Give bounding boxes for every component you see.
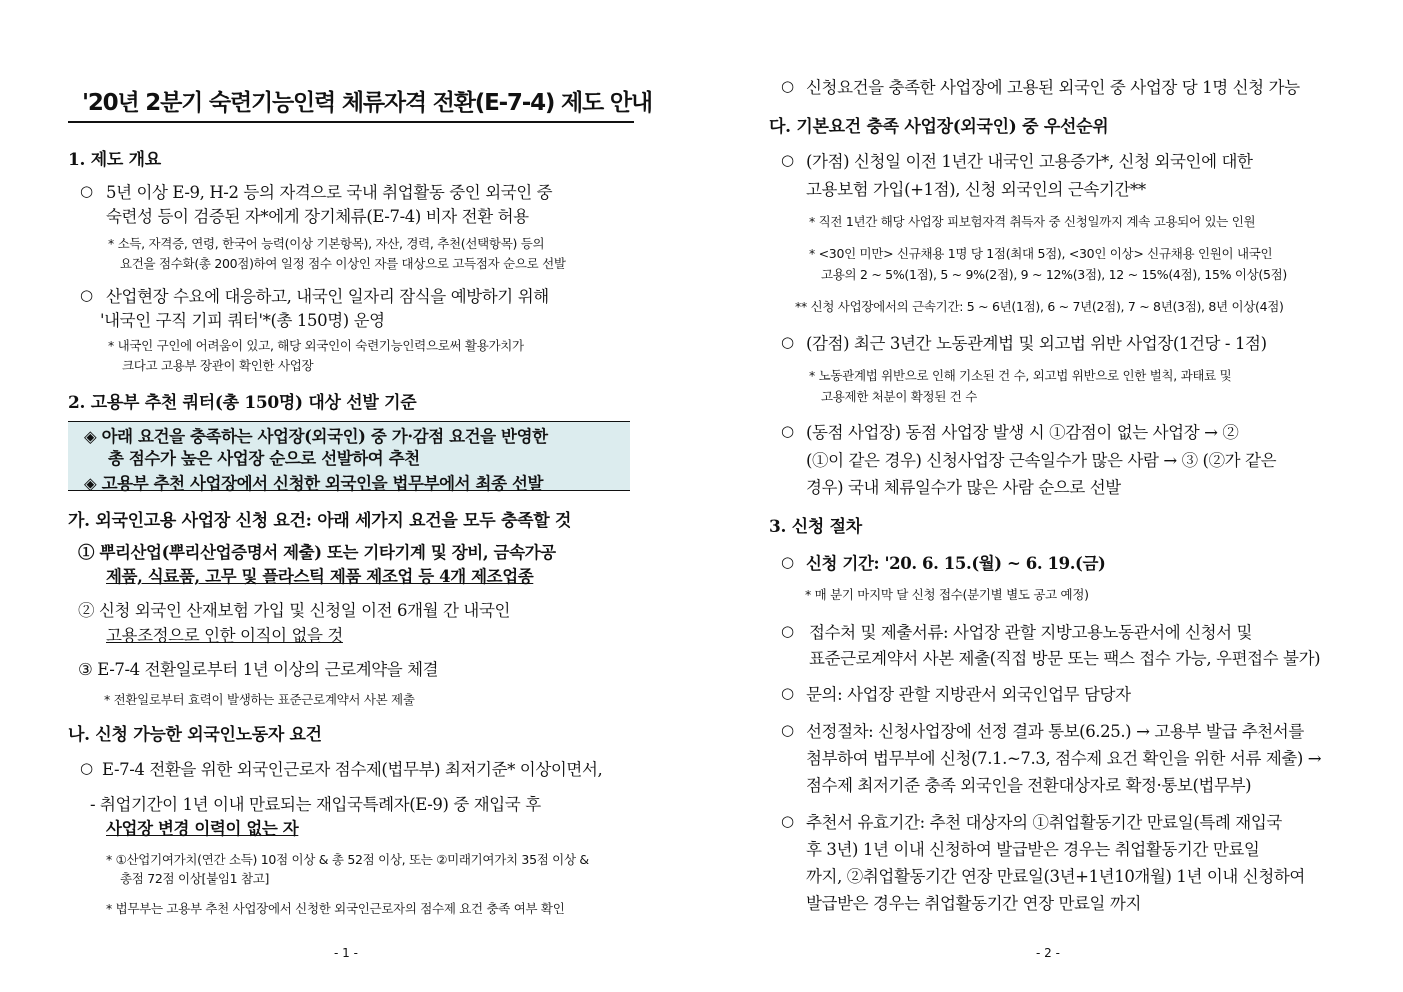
overview-note-2-line-1: * 내국인 구인에 어려움이 있고, 해당 외국인이 숙련기능인력으로써 활용가치가 (108, 338, 524, 353)
section-1-heading: 1. 제도 개요 (68, 150, 161, 170)
selection-procedure-line-2: 첨부하여 법무부에 신청(7.1.~7.3, 점수제 요건 확인을 위한 서류 제출) → (806, 749, 1322, 768)
bonus-note-2-line-2: 고용의 2 ~ 5%(1점), 5 ~ 9%(2점), 9 ~ 12%(3점), 12 ~ 15%(4점), 15% 이상(5점) (821, 267, 1287, 282)
worker-requirement-bullet: E-7-4 전환을 위한 외국인근로자 점수제(법무부) 최저기준* 이상이면서, (102, 760, 603, 779)
validity-period-line-1: 추천서 유효기간: 추천 대상자의 ①취업활동기간 만료일(특례 재입국 (806, 813, 1282, 832)
selection-procedure-line-1: 선정절차: 신청사업장에 선정 결과 통보(6.25.) → 고용부 발급 추천서를 (806, 722, 1304, 741)
overview-bullet-2-line-1: 산업현장 수요에 대응하고, 내국인 일자리 잠식을 예방하기 위해 (106, 287, 549, 306)
tie-break-line-3: 경우) 국내 체류일수가 많은 사람 순으로 선발 (806, 478, 1121, 497)
requirement-1-line-1: ① 뿌리산업(뿌리산업증명서 제출) 또는 기타기계 및 장비, 금속가공 (78, 543, 556, 562)
subsection-na-heading: 나. 신청 가능한 외국인노동자 요건 (68, 725, 322, 745)
criteria-box-line-2: 총 점수가 높은 사업장 순으로 선발하여 추천 (108, 449, 420, 468)
bullet-circle: ○ (781, 422, 795, 440)
document-title: '20년 2분기 숙련기능인력 체류자격 전환(E-7-4) 제도 안내 (82, 90, 652, 116)
requirement-2-line-1: ② 신청 외국인 산재보험 가입 및 신청일 이전 6개월 간 내국인 (78, 601, 511, 620)
bullet-circle: ○ (80, 182, 94, 200)
bonus-points-line-1: (가점) 신청일 이전 1년간 내국인 고용증가*, 신청 외국인에 대한 (806, 152, 1253, 171)
bullet-circle: ○ (781, 77, 795, 95)
validity-period-line-4: 발급받은 경우는 취업활동기간 연장 만료일 까지 (806, 894, 1142, 913)
inquiry-contact: 문의: 사업장 관할 지방관서 외국인업무 담당자 (806, 685, 1131, 704)
selection-procedure-line-3: 점수제 최저기준 충족 외국인을 전환대상자로 확정·통보(법무부) (806, 776, 1252, 795)
tie-break-line-2: (①이 같은 경우) 신청사업장 근속일수가 많은 사람 → ③ (②가 같은 (806, 451, 1277, 470)
bullet-circle: ○ (781, 333, 795, 351)
worker-requirement-dash-line-2: 사업장 변경 이력이 없는 자 (106, 819, 299, 838)
worker-note-1-line-2: 총점 72점 이상[붙임1 참고] (120, 871, 270, 886)
requirement-2-line-2: 고용조정으로 인한 이직이 없을 것 (106, 626, 343, 645)
page-2 (703, 0, 1403, 992)
tie-break-line-1: (동점 사업장) 동점 사업장 발생 시 ①감점이 없는 사업장 → ② (806, 423, 1239, 442)
bullet-circle: ○ (781, 812, 795, 830)
section-2-heading: 2. 고용부 추천 쿼터(총 150명) 대상 선발 기준 (68, 393, 417, 413)
application-period: 신청 기간: '20. 6. 15.(월) ~ 6. 19.(금) (806, 554, 1106, 573)
worker-note-1-line-1: * ①산업기여가치(연간 소득) 10점 이상 & 총 52점 이상, 또는 ②미래기여가치 35점 이상 & (106, 852, 589, 867)
overview-bullet-1-line-2: 숙련성 등이 검증된 자*에게 장기체류(E-7-4) 비자 전환 허용 (106, 207, 529, 226)
eligibility-limit-bullet: 신청요건을 충족한 사업장에 고용된 외국인 중 사업장 당 1명 신청 가능 (806, 78, 1300, 97)
overview-note-1-line-2: 요건을 점수화(총 200점)하여 일정 점수 이상인 자를 대상으로 고득점자 순으로 선발 (120, 256, 566, 271)
submission-line-2: 표준근로계약서 사본 제출(직접 방문 또는 팩스 접수 가능, 우편접수 불가) (809, 649, 1321, 668)
bonus-points-line-2: 고용보험 가입(+1점), 신청 외국인의 근속기간** (806, 180, 1146, 199)
bullet-circle: ○ (80, 286, 94, 304)
page-1 (0, 0, 700, 992)
application-period-note: * 매 분기 마지막 달 신청 접수(분기별 별도 공고 예정) (805, 587, 1089, 602)
section-3-heading: 3. 신청 절차 (769, 517, 862, 537)
bullet-circle: ○ (781, 622, 795, 640)
penalty-note-line-2: 고용제한 처분이 확정된 건 수 (821, 389, 977, 404)
criteria-box-line-3: ◈ 고용부 추천 사업장에서 신청한 외국인을 법무부에서 최종 선발 (84, 474, 544, 493)
bullet-circle: ○ (781, 721, 795, 739)
title-underline (68, 121, 634, 123)
validity-period-line-2: 후 3년) 1년 이내 신청하여 발급받은 경우는 취업활동기간 만료일 (806, 840, 1260, 859)
overview-bullet-2-line-2: '내국인 구직 기피 쿼터'*(총 150명) 운영 (100, 311, 385, 330)
penalty-points: (감점) 최근 3년간 노동관계법 및 외고법 위반 사업장(1건당 - 1점) (806, 334, 1267, 353)
penalty-note-line-1: * 노동관계법 위반으로 인해 기소된 건 수, 외고법 위반으로 인한 벌칙, 과태료 및 (809, 368, 1232, 383)
page-number: - 1 - (334, 946, 358, 960)
submission-line-1: 접수처 및 제출서류: 사업장 관할 지방고용노동관서에 신청서 및 (809, 623, 1253, 642)
bonus-note-3: ** 신청 사업장에서의 근속기간: 5 ~ 6년(1점), 6 ~ 7년(2점), 7 ~ 8년(3점), 8년 이상(4점) (795, 299, 1284, 314)
bonus-note-2-line-1: * <30인 미만> 신규채용 1명 당 1점(최대 5점), <30인 이상> 신규채용 인원이 내국인 (809, 246, 1273, 261)
page-number: - 2 - (1036, 946, 1060, 960)
overview-note-1-line-1: * 소득, 자격증, 연령, 한국어 능력(이상 기본항목), 자산, 경력, 추천(선택항목) 등의 (108, 236, 545, 251)
worker-note-2: * 법무부는 고용부 추천 사업장에서 신청한 외국인근로자의 점수제 요건 충족 여부 확인 (106, 901, 565, 916)
requirement-3-note: * 전환일로부터 효력이 발생하는 표준근로계약서 사본 제출 (104, 692, 415, 707)
requirement-1-line-2: 제품, 식료품, 고무 및 플라스틱 제품 제조업 등 4개 제조업종 (106, 567, 534, 586)
overview-note-2-line-2: 크다고 고용부 장관이 확인한 사업장 (122, 358, 314, 373)
worker-requirement-dash-line-1: - 취업기간이 1년 이내 만료되는 재입국특례자(E-9) 중 재입국 후 (90, 795, 541, 814)
bullet-circle: ○ (781, 151, 795, 169)
subsection-ga-heading: 가. 외국인고용 사업장 신청 요건: 아래 세가지 요건을 모두 충족할 것 (68, 511, 572, 531)
subsection-da-heading: 다. 기본요건 충족 사업장(외국인) 중 우선순위 (769, 117, 1109, 137)
overview-bullet-1-line-1: 5년 이상 E-9, H-2 등의 자격으로 국내 취업활동 중인 외국인 중 (106, 183, 553, 202)
criteria-box-line-1: ◈ 아래 요건을 충족하는 사업장(외국인) 중 가·감점 요건을 반영한 (84, 427, 548, 446)
bullet-circle: ○ (781, 553, 795, 571)
bonus-note-1: * 직전 1년간 해당 사업장 피보험자격 취득자 중 신청일까지 계속 고용되어 있는 인원 (809, 214, 1256, 229)
bullet-circle: ○ (80, 759, 94, 777)
validity-period-line-3: 까지, ②취업활동기간 연장 만료일(3년+1년10개월) 1년 이내 신청하여 (806, 867, 1305, 886)
bullet-circle: ○ (781, 684, 795, 702)
requirement-3: ③ E-7-4 전환일로부터 1년 이상의 근로계약을 체결 (78, 660, 439, 679)
